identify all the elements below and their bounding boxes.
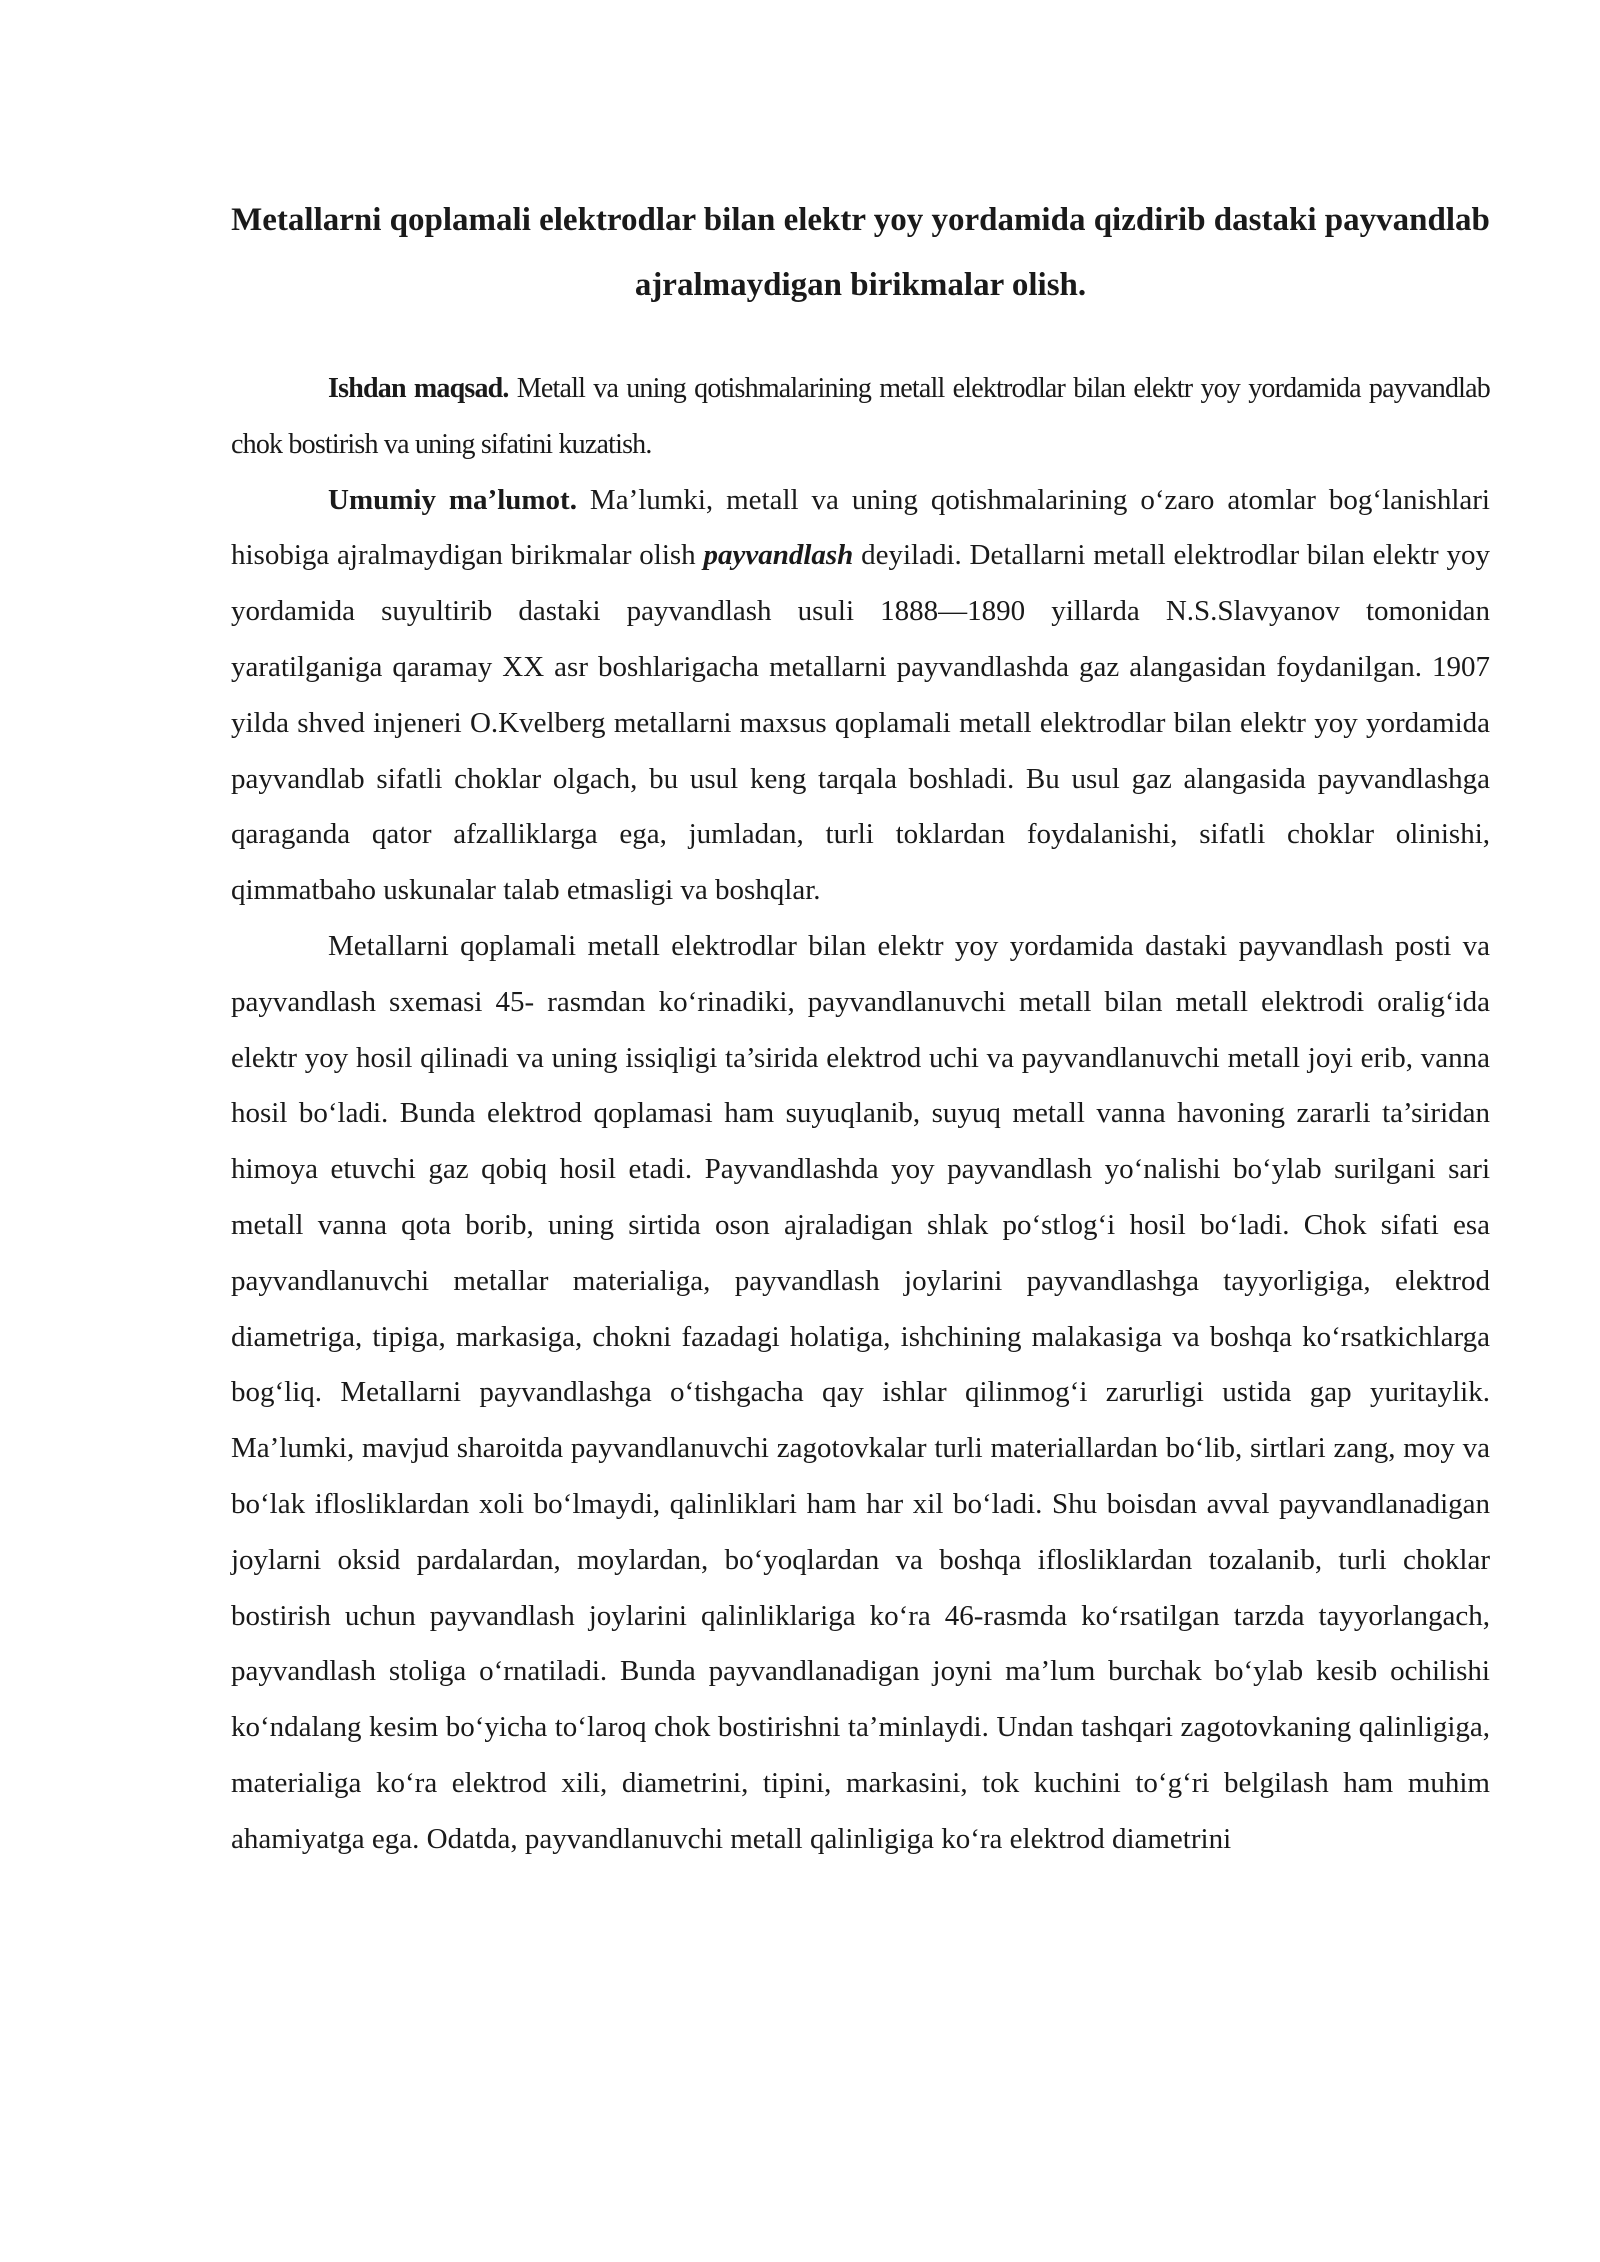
- general-info-label: Umumiy ma’lumot.: [328, 483, 577, 516]
- document-title: Metallarni qoplamali elektrodlar bilan elektr yoy yordamida qizdirib dastaki payvandlab ajralmaydigan birikmalar olish.: [231, 202, 1490, 303]
- body-paragraph: Metallarni qoplamali metall elektrodlar bilan elektr yoy yordamida dastaki payvandlash posti va payvandlash sxemasi 45- rasmdan ko‘rinadiki, payvandlanuvchi metall bilan metall elektrodi oralig‘ida elektr yoy hosil qilinadi va uning issiqligi ta’sirida elektrod uchi va payvandlanuvchi metall joyi erib, vanna hosil bo‘ladi. Bunda elektrod qoplamasi ham suyuqlanib, suyuq metall vanna havoning zararli ta’siridan himoya etuvchi gaz qobiq hosil etadi. Payvandlashda yoy payvandlash yo‘nalishi bo‘ylab surilgani sari metall vanna qota borib, uning sirtida oson ajraladigan shlak po‘stlog‘i hosil bo‘ladi. Chok sifati esa payvandlanuvchi metallar materialiga, payvandlash joylarini payvandlashga tayyorligiga, elektrod diametriga, tipiga, markasiga, chokni fazadagi holatiga, ishchining malakasiga va boshqa ko‘rsatkichlarga bog‘liq. Metallarni payvandlashga o‘tishgacha qay ishlar qilinmog‘i zarurligi ustida gap yuritaylik. Ma’lumki, mavjud sharoitda payvandlanuvchi zagotovkalar turli materiallardan bo‘lib, sirtlari zang, moy va bo‘lak iflosliklardan xoli bo‘lmaydi, qalinliklari ham har xil bo‘ladi. Shu boisdan avval payvandlanadigan joylarni oksid pardalardan, moylardan, bo‘yoqlardan va boshqa iflosliklardan tozalanib, turli choklar bostirish uchun payvandlash joylarini qalinliklariga ko‘ra 46-rasmda ko‘rsatilgan tarzda tayyorlangach, payvandlash stoliga o‘rnatiladi. Bunda payvandlanadigan joyni ma’lum burchak bo‘ylab kesib ochilishi ko‘ndalang kesim bo‘yicha to‘laroq chok bostirishni ta’minlaydi. Undan tashqari zagotovkaning qalinligiga, materialiga ko‘ra elektrod xili, diametrini, tipini, markasini, tok kuchini to‘g‘ri belgilash ham muhim ahamiyatga ega. Odatda, payvandlanuvchi metall qalinligiga ko‘ra elektrod diametrini: [231, 929, 1490, 1855]
- general-info-text-before: Ma’lumki, metall va uning qotishmalarining o‘zaro atomlar bog‘lanishlari hisobiga ajralmaydigan birikmalar olish: [231, 483, 1490, 572]
- aim-text: Metall va uning qotishmalarining metall elektrodlar bilan elektr yoy yordamida payvandlab chok bostirish va uning sifatini kuzatish.: [231, 373, 1490, 460]
- aim-paragraph: [231, 361, 1490, 473]
- aim-label: Ishdan maqsad.: [328, 373, 509, 404]
- general-info-text-after: deyiladi. Detallarni metall elektrodlar bilan elektr yoy yordamida suyultirib dastaki payvandlash usuli 1888—1890 yillarda N.S.Slavyanov tomonidan yaratilganiga qaramay XX asr boshlarigacha metallarni payvandlashda gaz alangasidan foydanilgan. 1907 yilda shved injeneri O.Kvelberg metallarni maxsus qoplamali metall elektrodlar bilan elektr yoy yordamida payvandlab sifatli choklar olgach, bu usul keng tarqala boshladi. Bu usul gaz alangasida payvandlashga qaraganda qator afzalliklarga ega, jumladan, turli toklardan foydalanishi, sifatli choklar olinishi, qimmatbaho uskunalar talab etmasligi va boshqlar.: [231, 539, 1490, 907]
- general-info-paragraph: [231, 473, 1490, 919]
- general-info-term: payvandlash: [703, 539, 854, 572]
